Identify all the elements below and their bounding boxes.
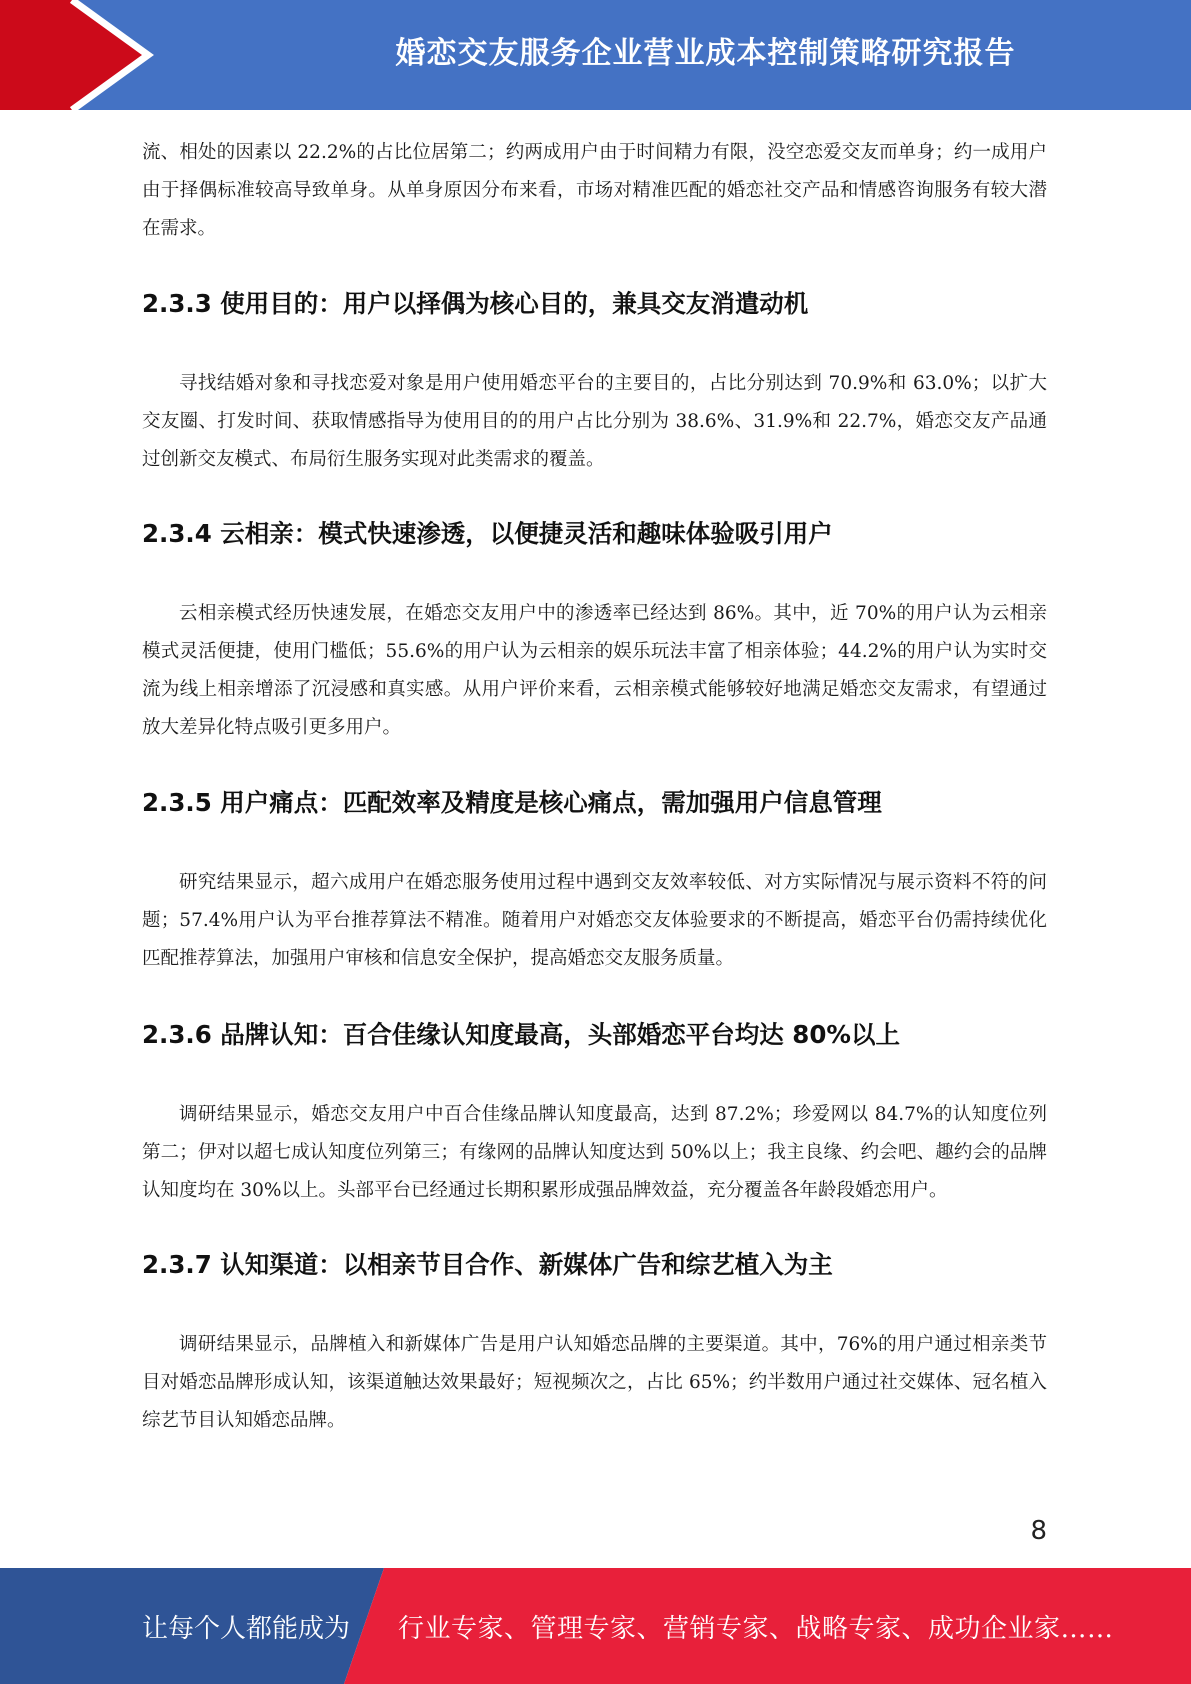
section-heading-2-3-7: 2.3.7 认知渠道：以相亲节目合作、新媒体广告和综艺植入为主 bbox=[142, 1250, 833, 1279]
section-paragraph-2-3-5: 研究结果显示，超六成用户在婚恋服务使用过程中遇到交友效率较低、对方实际情况与展示资料不符的问题；57.4%用户认为平台推荐算法不精准。随着用户对婚恋交友体验要求的不断提高，婚恋平台仍需持续优化匹配推荐算法，加强用户审核和信息安全保护，提高婚恋交友服务质量。 bbox=[142, 872, 1047, 969]
page-content bbox=[142, 134, 1047, 1440]
section-heading-2-3-3: 2.3.3 使用目的：用户以择偶为核心目的，兼具交友消遣动机 bbox=[142, 289, 809, 318]
section-paragraph-2-3-7: 调研结果显示，品牌植入和新媒体广告是用户认知婚恋品牌的主要渠道。其中，76%的用户通过相亲类节目对婚恋品牌形成认知，该渠道触达效果最好；短视频次之，占比 65%；约半数用户通过社交媒体、冠名植入综艺节目认知婚恋品牌。 bbox=[142, 1334, 1047, 1431]
footer-slogan-left: 让每个人都能成为 bbox=[142, 1613, 351, 1644]
section-heading-2-3-5: 2.3.5 用户痛点：匹配效率及精度是核心痛点，需加强用户信息管理 bbox=[142, 788, 882, 817]
section-heading-2-3-6: 2.3.6 品牌认知：百合佳缘认知度最高，头部婚恋平台均达 80%以上 bbox=[142, 1020, 900, 1049]
footer-slogan-right: 行业专家、管理专家、营销专家、战略专家、成功企业家…… bbox=[398, 1613, 1114, 1644]
report-header bbox=[0, 0, 1191, 110]
section-paragraph-2-3-4: 云相亲模式经历快速发展，在婚恋交友用户中的渗透率已经达到 86%。其中，近 70%的用户认为云相亲模式灵活便捷，使用门槛低；55.6%的用户认为云相亲的娱乐玩法丰富了相亲体验；44.2%的用户认为实时交流为线上相亲增添了沉浸感和真实感。从用户评价来看，云相亲模式能够较好地满足婚恋交友需求，有望通过放大差异化特点吸引更多用户。 bbox=[142, 603, 1047, 738]
section-paragraph-2-3-6: 调研结果显示，婚恋交友用户中百合佳缘品牌认知度最高，达到 87.2%；珍爱网以 84.7%的认知度位列第二；伊对以超七成认知度位列第三；有缘网的品牌认知度达到 50%以上；我主良缘、约会吧、趣约会的品牌认知度均在 30%以上。头部平台已经通过长期积累形成强品牌效益，充分覆盖各年龄段婚恋用户。 bbox=[142, 1104, 1047, 1201]
report-title: 婚恋交友服务企业营业成本控制策略研究报告 bbox=[395, 36, 1016, 71]
continued-paragraph: 流、相处的因素以 22.2%的占比位居第二；约两成用户由于时间精力有限，没空恋爱交友而单身；约一成用户由于择偶标准较高导致单身。从单身原因分布来看，市场对精准匹配的婚恋社交产品和情感咨询服务有较大潜在需求。 bbox=[142, 142, 1047, 239]
page-number: 8 bbox=[1030, 1516, 1047, 1546]
report-footer bbox=[0, 1568, 1191, 1684]
section-heading-2-3-4: 2.3.4 云相亲：模式快速渗透，以便捷灵活和趣味体验吸引用户 bbox=[142, 519, 833, 548]
section-paragraph-2-3-3: 寻找结婚对象和寻找恋爱对象是用户使用婚恋平台的主要目的，占比分别达到 70.9%和 63.0%；以扩大交友圈、打发时间、获取情感指导为使用目的的用户占比分别为 38.6%、31.9%和 22.7%，婚恋交友产品通过创新交友模式、布局衍生服务实现对此类需求的覆盖。 bbox=[142, 373, 1047, 470]
